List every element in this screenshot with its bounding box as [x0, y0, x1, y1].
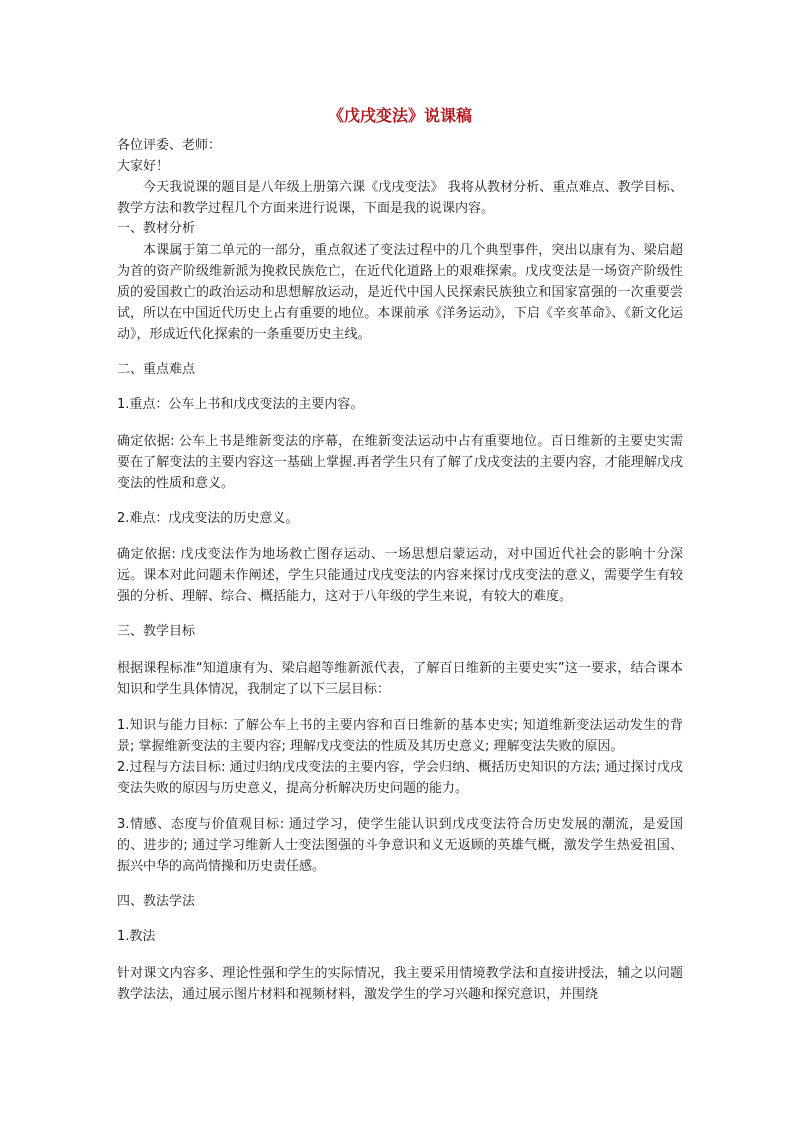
section-4-body: 针对课文内容多、理论性强和学生的实际情况，我主要采用情境教学法和直接讲授法，辅之以问题教学法法，通过展示图片材料和视频材料，激发学生的学习兴趣和探究意识，并围绕 — [117, 965, 683, 1002]
section-2-difficulty-basis: 确定依据: 戊戌变法作为地场救亡图存运动、一场思想启蒙运动，对中国近代社会的影响十分深远。课本对此问题未作阐述，学生只能通过戊戌变法的内容来探讨戊戌变法的意义，需要学生有较强的分析、理解、综合、概括能力，这对于八年级的学生来说，有较大的难度。 — [117, 547, 683, 604]
section-2-heading: 二、重点难点 — [117, 361, 196, 377]
section-1-body: 本课属于第二单元的一部分，重点叙述了变法过程中的几个典型事件，突出以康有为、梁启超为首的资产阶级维新派为挽救民族危亡，在近代化道路上的艰难探索。戊戌变法是一场资产阶级性质的爱国救亡的政治运动和思想解放运动，是近代中国人民探索民族独立和国家富强的一次重要尝试，所以在中国近代历史上占有重要的地位。本课前承《洋务运动》，下启《辛亥革命》、《新文化运动》，形成近代化探索的一条重要历史主线。 — [117, 242, 683, 342]
greeting-line-2: 大家好！ — [117, 158, 170, 174]
goal-knowledge: 1.知识与能力目标: 了解公车上书的主要内容和百日维新的基本史实; 知道维新变法运动发生的背景; 掌握维新变法的主要内容; 理解戊戌变法的性质及其历史意义; 理解变法失败的原因。 — [117, 717, 683, 754]
document-page — [117, 104, 683, 1005]
goal-emotion: 3.情感、态度与价值观目标: 通过学习，使学生能认识到戊戌变法符合历史发展的潮流，是爱国的、进步的; 通过学习维新人士变法图强的斗争意识和义无返顾的英雄气概，激发学生热爱祖国、振兴中华的高尚情操和历史责任感。 — [117, 816, 683, 874]
section-3-body: 根据课程标准“知道康有为、梁启超等维新派代表，了解百日维新的主要史实”这一要求，结合课本知识和学生具体情况，我制定了以下三层目标： — [117, 660, 683, 697]
section-4-heading: 四、教法学法 — [117, 893, 196, 909]
section-2-difficulty: 2.难点：戊戌变法的历史意义。 — [117, 510, 299, 526]
section-3-heading: 三、教学目标 — [117, 624, 196, 639]
section-1-heading: 一、教材分析 — [117, 221, 196, 236]
goal-process: 2.过程与方法目标: 通过归纳戊戌变法的主要内容，学会归纳、概括历史知识的方法; 通过探讨戊戌变法失败的原因与历史意义，提高分析解决历史问题的能力。 — [117, 759, 683, 796]
greeting-line-1: 各位评委、老师： — [117, 138, 222, 153]
intro-paragraph: 今天我说课的题目是八年级上册第六课《戊戌变法》 我将从教材分析、重点难点、教学目标、教学方法和教学过程几个方面来进行说课，下面是我的说课内容。 — [117, 180, 683, 216]
section-2-key-point: 1.重点：公车上书和戊戌变法的主要内容。 — [117, 397, 364, 412]
section-2-key-basis: 确定依据: 公车上书是维新变法的序幕，在维新变法运动中占有重要地位。百日维新的主要史实需要在了解变法的主要内容这一基础上掌握.再者学生只有了解了戊戌变法的主要内容，才能理解戊戌变法的性质和意义。 — [117, 433, 683, 491]
document-title: 《戊戌变法》说课稿 — [327, 106, 472, 125]
section-4-subheading-teaching: 1.教法 — [117, 929, 156, 944]
